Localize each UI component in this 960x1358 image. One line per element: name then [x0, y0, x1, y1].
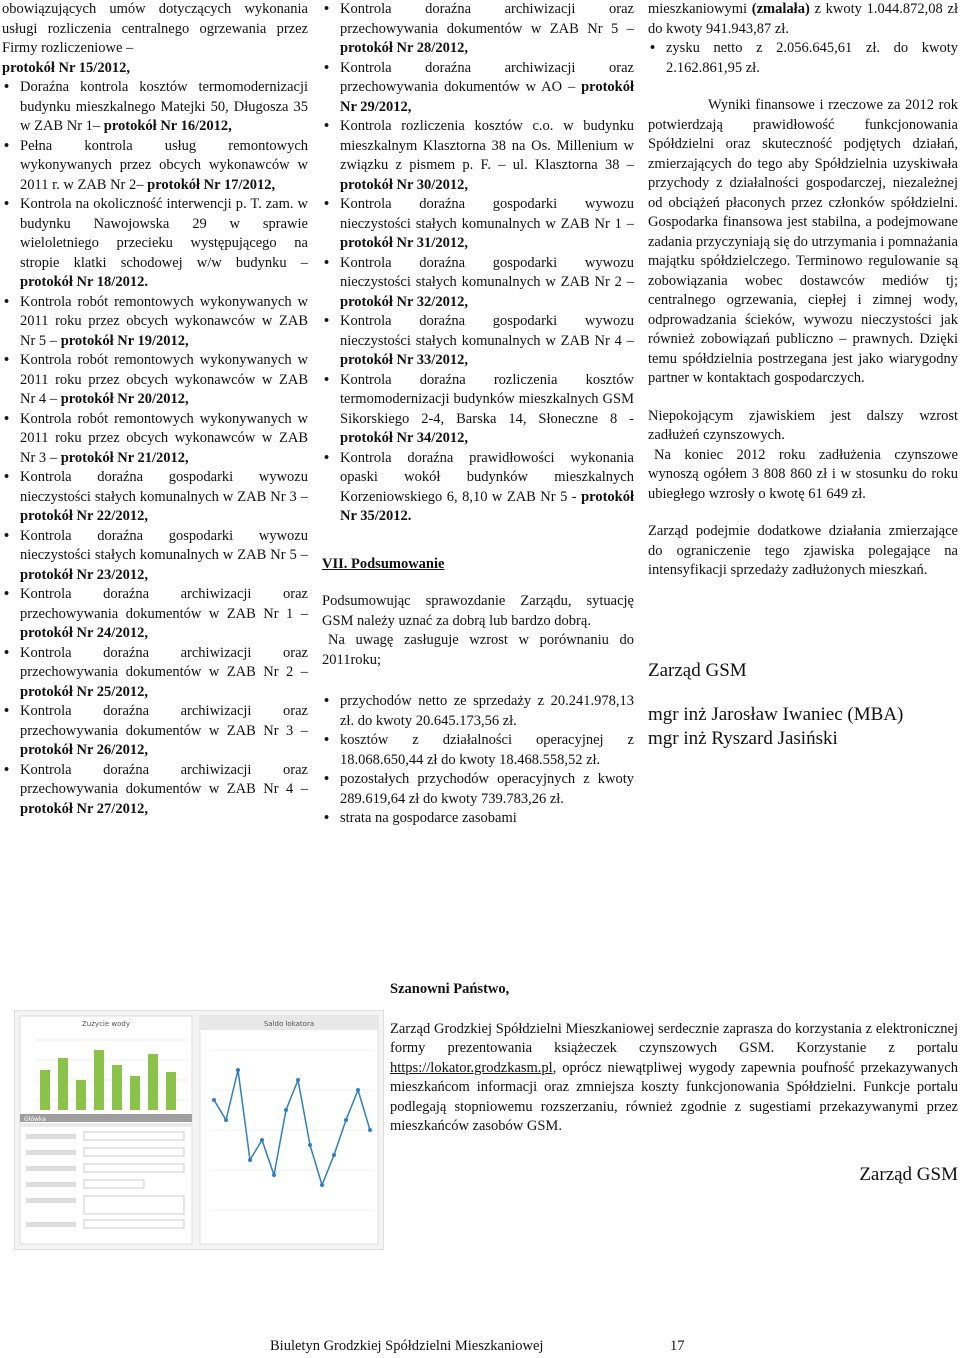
letter-body: Zarząd Grodzkiej Spółdzielni Mieszkaniowej serdecznie zaprasza do korzystania z elektronicznej formy prezentowania książeczek czynszowych GSM. Korzystanie z portalu https://lokator.grodzkasm.pl, oprócz niewątpliwej wygody zapewnia poufność przekazywanych mieszkańcom informacji oraz zmniejsza koszty funkcjonowania Spółdzielni. Funkcje portalu podlegają stopniowemu rozszerzaniu, również zgodnie z sugestiami przekazywanymi przez mieszkańców zasobów GSM. — [390, 1020, 958, 1134]
balance-chart-title: Saldo lokatora — [263, 1020, 315, 1028]
debt-paragraph-1: Niepokojącym zjawiskiem jest dalszy wzrost zadłużeń czynszowych. — [648, 407, 958, 443]
column-2 — [322, 0, 634, 829]
signature-name-2: mgr inż Ryszard Jasiński — [648, 727, 838, 749]
page-number: 17 — [670, 1338, 685, 1354]
audit-item: • Kontrola doraźna gospodarki wywozu nieczystości stałych komunalnych w ZAB Nr 4 – protokół Nr 33/2012, — [322, 312, 634, 371]
letter-signature: Zarząd GSM — [859, 1163, 958, 1185]
audit-item: • Kontrola na okoliczność interwencji p. T. zam. w budynku Nawojowska 29 w sprawie wieloletniego przecieku występującego na stropie klatki schodowej w/w budynku – protokół Nr 18/2012. — [2, 195, 308, 293]
col3-continuation: mieszkaniowymi (zmalała) z kwoty 1.044.872,08 zł do kwoty 941.943,87 zł. — [648, 1, 958, 37]
audit-item: • Kontrola robót remontowych wykonywanych w 2011 roku przez obcych wykonawców w ZAB Nr 3 – protokół Nr 21/2012, — [2, 410, 308, 469]
col1-intro: obowiązujących umów dotyczących wykonania usługi rozliczenia centralnego ogrzewania przez Firmy rozliczeniowe – protokół Nr 15/2012, — [2, 1, 308, 76]
signature-title: Zarząd GSM — [648, 659, 747, 681]
audit-item: • Kontrola doraźna archiwizacji oraz przechowywania dokumentów w ZAB Nr 3 – protokół Nr 26/2012, — [2, 702, 308, 761]
audit-item: • Kontrola doraźna archiwizacji oraz przechowywania dokumentów w ZAB Nr 1 – protokół Nr 24/2012, — [2, 585, 308, 644]
column-1 — [2, 0, 308, 819]
audit-item: • Kontrola robót remontowych wykonywanych w 2011 roku przez obcych wykonawców w ZAB Nr 5 – protokół Nr 19/2012, — [2, 293, 308, 352]
audit-item: • Kontrola doraźna archiwizacji oraz przechowywania dokumentów w ZAB Nr 5 – protokół Nr 28/2012, — [322, 0, 634, 59]
growth-item: • kosztów z działalności operacyjnej z 18.068.650,44 zł do kwoty 18.468.558,52 zł. — [322, 731, 634, 770]
growth-intro: Na uwagę zasługuje wzrost w porównaniu do 2011roku; — [322, 632, 634, 668]
audit-item: • Kontrola robót remontowych wykonywanych w 2011 roku przez obcych wykonawców w ZAB Nr 4 – protokół Nr 20/2012, — [2, 351, 308, 410]
section-title: VII. Podsumowanie — [322, 555, 445, 572]
portal-screenshot — [14, 1010, 384, 1250]
growth-item: • przychodów netto ze sprzedaży z 20.241.978,13 zł. do kwoty 20.645.173,56 zł. — [322, 692, 634, 731]
debt-paragraph-2: Na koniec 2012 roku zadłużenia czynszowe wynoszą ogółem 3 808 860 zł i w stosunku do roku ubiegłego wzrosły o kwotę 61 649 zł. — [648, 446, 958, 502]
portal-link[interactable]: https://lokator.grodzkasm.pl — [390, 1059, 553, 1076]
col1-bullet-list — [2, 78, 308, 819]
results-paragraph: Wyniki finansowe i rzeczowe za 2012 rok potwierdzają prawidłowość funkcjonowania Spółdzielni oraz skuteczność podjętych działań, zmierzających do tego aby Spółdzielnia uzyskiwała przychody z działalności gospodarczej, niezależnej od obciążeń płaconych przez członków spółdzielni. Gospodarka finansowa jest stabilna, a podejmowane zadania przyczyniają się do utrzymania i pomnażania majątku spółdzielczego. Terminowo regulowanie są zobowiązania wobec dostawców mediów tj; centralnego ogrzewania, ciepłej i zimnej wody, odprowadzania ścieków, wywozu nieczystości jak również zobowiązań publiczno – prawnych. Dzięki temu spółdzielnia postrzegana jest jako wiarygodny partner w kontaktach gospodarczych. — [648, 97, 958, 386]
audit-item: • Kontrola doraźna archiwizacji oraz przechowywania dokumentów w ZAB Nr 2 – protokół Nr 25/2012, — [2, 644, 308, 703]
audit-item: • Doraźna kontrola kosztów termomodernizacji budynku mieszkalnego Matejki 50, Długosza 35 w ZAB Nr 1– protokół Nr 16/2012, — [2, 78, 308, 137]
audit-item: • Pełna kontrola usług remontowych wykonywanych przez obcych wykonawców w 2011 r. w ZAB Nr 2– protokół Nr 17/2012, — [2, 137, 308, 196]
col2-bullet-list — [322, 0, 634, 527]
audit-item: • Kontrola doraźna gospodarki wywozu nieczystości stałych komunalnych w ZAB Nr 1 – protokół Nr 31/2012, — [322, 195, 634, 254]
audit-item: • Kontrola rozliczenia kosztów c.o. w budynku mieszkalnym Klasztorna 38 na Os. Millenium w związku z pismem p. F. – ul. Klasztorna 38 – protokół Nr 30/2012, — [322, 117, 634, 195]
letter-greeting: Szanowni Państwo, — [390, 981, 510, 997]
audit-item: • Kontrola doraźna prawidłowości wykonania opaski wokół budynków mieszkalnych Korzeniowskiego 6, 8,10 w ZAB Nr 5 - protokół Nr 35/2012. — [322, 449, 634, 527]
water-chart-title: Zużycie wody — [82, 1020, 130, 1028]
profit-item: • zysku netto z 2.056.645,61 zł. do kwoty 2.162.861,95 zł. — [648, 39, 958, 78]
growth-list — [322, 692, 634, 829]
column-3 — [648, 0, 958, 751]
summary-paragraph: Podsumowując sprawozdanie Zarządu, sytuację GSM należy uznać za dobrą lub bardzo dobrą. — [322, 593, 634, 629]
audit-item: • Kontrola doraźna gospodarki wywozu nieczystości stałych komunalnych w ZAB Nr 3 – protokół Nr 22/2012, — [2, 468, 308, 527]
invitation-letter — [390, 980, 958, 1184]
growth-item: • strata na gospodarce zasobami — [322, 809, 634, 829]
audit-item: • Kontrola doraźna rozliczenia kosztów termomodernizacji budynków mieszkalnych GSM Sikorskiego 2-4, Barska 14, Słoneczne 8 - protokół Nr 34/2012, — [322, 371, 634, 449]
footer-title: Biuletyn Grodzkiej Spółdzielni Mieszkaniowej — [270, 1338, 544, 1354]
audit-item: • Kontrola doraźna archiwizacji oraz przechowywania dokumentów w AO – protokół Nr 29/2012, — [322, 59, 634, 118]
signature-name-1: mgr inż Jarosław Iwaniec (MBA) — [648, 703, 904, 725]
audit-item: • Kontrola doraźna gospodarki wywozu nieczystości stałych komunalnych w ZAB Nr 5 – protokół Nr 23/2012, — [2, 527, 308, 586]
board-action-paragraph: Zarząd podejmie dodatkowe działania zmierzające do ograniczenie tego zjawiska polegające na intensyfikacji sprzedaży zadłużonych mieszkań. — [648, 523, 958, 578]
panel-title: Główka — [24, 1116, 46, 1123]
audit-item: • Kontrola doraźna archiwizacji oraz przechowywania dokumentów w ZAB Nr 4 – protokół Nr 27/2012, — [2, 761, 308, 820]
audit-item: • Kontrola doraźna gospodarki wywozu nieczystości stałych komunalnych w ZAB Nr 2 – protokół Nr 32/2012, — [322, 254, 634, 313]
growth-item: • pozostałych przychodów operacyjnych z kwoty 289.619,64 zł do kwoty 739.783,26 zł. — [322, 770, 634, 809]
